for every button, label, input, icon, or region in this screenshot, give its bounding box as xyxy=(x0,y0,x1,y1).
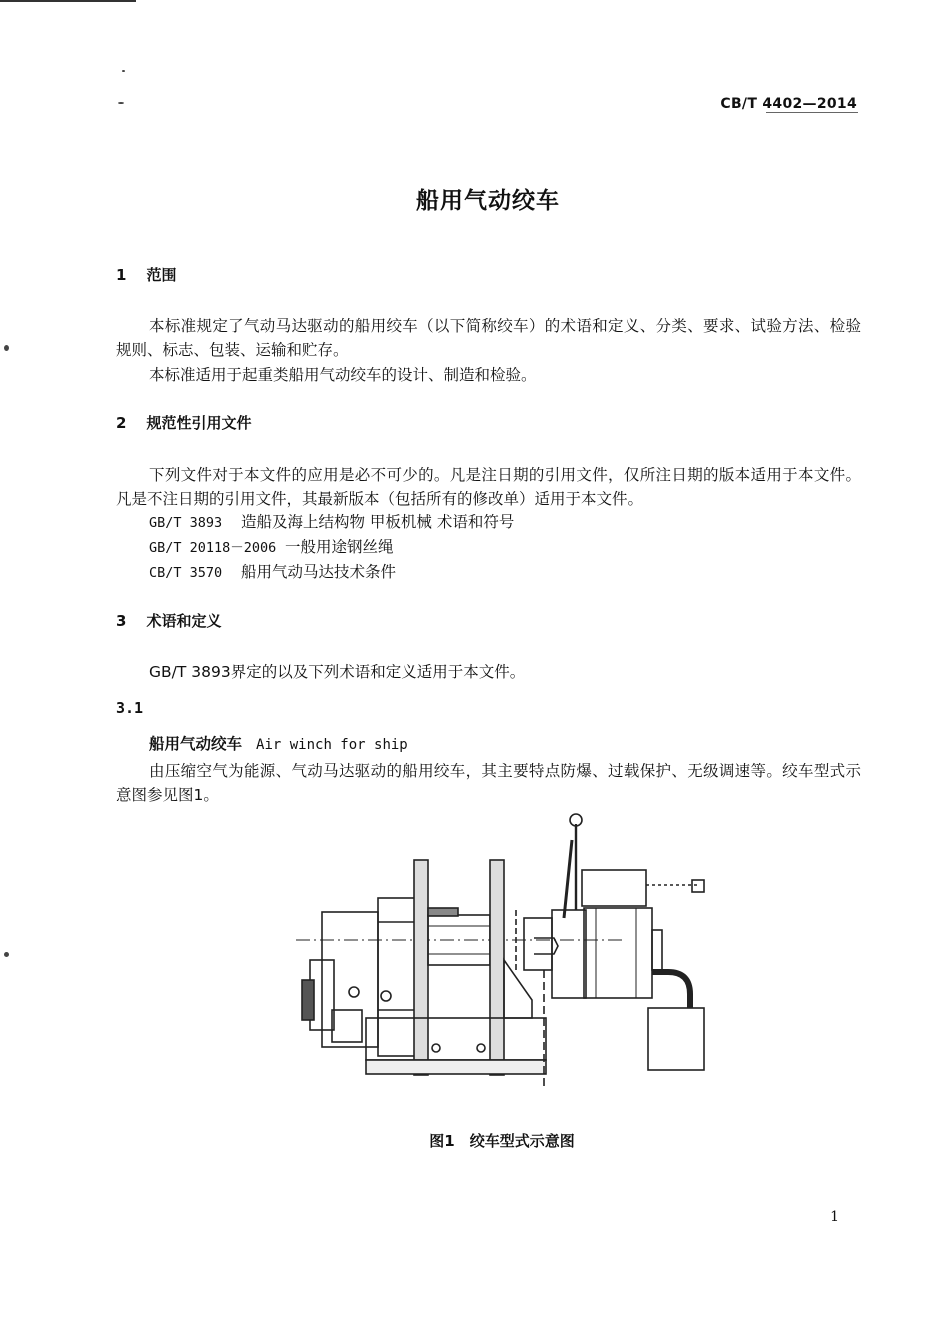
reference-title: 一般用途钢丝绳 xyxy=(285,538,394,556)
section-1-heading xyxy=(116,265,176,285)
term-name xyxy=(149,734,408,755)
section-3-paragraph-1: GB/T 3893界定的以及下列术语和定义适用于本文件。 xyxy=(149,663,526,681)
scan-speck xyxy=(122,70,125,72)
control-valve xyxy=(582,870,646,906)
section-1-paragraph-2: 本标准适用于起重类船用气动绞车的设计、制造和检验。 xyxy=(149,366,537,384)
cylinder-cap xyxy=(652,930,662,970)
reference-code: GB/T 3893 xyxy=(149,515,223,531)
air-motor-housing xyxy=(322,912,378,1047)
elbow-pipe xyxy=(652,972,690,1008)
scan-edge-line xyxy=(0,0,136,2)
drum-flange-right xyxy=(490,860,504,1075)
drum-flange-left xyxy=(414,860,428,1075)
reference-item xyxy=(149,562,396,583)
term-name-en: Air winch for ship xyxy=(256,737,408,753)
section-number: 3 xyxy=(116,612,127,630)
lever-rod xyxy=(564,840,572,918)
filter-box xyxy=(648,1008,704,1070)
brake-housing xyxy=(552,910,586,998)
term-definition: 由压缩空气为能源、气动马达驱动的船用绞车，其主要特点防爆、过载保护、无级调速等。绞车型式示意图参见图1。 xyxy=(116,762,861,804)
scan-speck xyxy=(4,952,9,957)
section-1-paragraph-1: 本标准规定了气动马达驱动的船用绞车（以下简称绞车）的术语和定义、分类、要求、试验方法、检验规则、标志、包装、运输和贮存。 xyxy=(116,317,861,359)
base-frame xyxy=(366,1018,546,1060)
term-number: 3.1 xyxy=(116,699,144,717)
term-name-zh: 船用气动绞车 xyxy=(149,735,243,753)
clutch xyxy=(524,918,552,970)
reference-item xyxy=(149,537,394,558)
standard-id: CB/T 4402—2014 xyxy=(720,96,857,112)
section-number: 1 xyxy=(116,266,127,284)
section-number: 2 xyxy=(116,414,127,432)
section-title: 范围 xyxy=(146,266,177,284)
scan-speck xyxy=(118,102,124,104)
frame-support xyxy=(504,960,532,1018)
base-plate xyxy=(366,1060,546,1074)
winch-schematic-figure xyxy=(296,810,716,1095)
bolt xyxy=(432,1044,440,1052)
reference-title: 船用气动马达技术条件 xyxy=(241,563,397,581)
bolt xyxy=(381,991,391,1001)
reference-title: 造船及海上结构物 甲板机械 术语和符号 xyxy=(241,513,515,531)
reference-code: CB/T 3570 xyxy=(149,565,223,581)
section-title: 术语和定义 xyxy=(146,612,222,630)
section-2-paragraph-1: 下列文件对于本文件的应用是必不可少的。凡是注日期的引用文件，仅所注日期的版本适用于本文件。凡是不注日期的引用文件，其最新版本（包括所有的修改单）适用于本文件。 xyxy=(116,466,861,508)
bolt xyxy=(349,987,359,997)
page-number: 1 xyxy=(830,1209,839,1225)
motor-bracket xyxy=(332,1010,362,1042)
section-3-heading xyxy=(116,611,221,631)
reference-code: GB/T 20118－2006 xyxy=(149,540,277,556)
section-title: 规范性引用文件 xyxy=(146,414,252,432)
figure-caption: 图1 绞车型式示意图 xyxy=(429,1132,575,1150)
motor-valve xyxy=(302,980,314,1020)
scan-speck xyxy=(4,345,9,351)
reference-item xyxy=(149,512,514,533)
section-2-heading xyxy=(116,413,251,433)
header-underline xyxy=(766,112,858,113)
page-title: 船用气动绞车 xyxy=(416,188,560,214)
bolt xyxy=(477,1044,485,1052)
brake-cylinder xyxy=(584,908,652,998)
fitting xyxy=(692,880,704,892)
drum-clamp xyxy=(428,908,458,916)
